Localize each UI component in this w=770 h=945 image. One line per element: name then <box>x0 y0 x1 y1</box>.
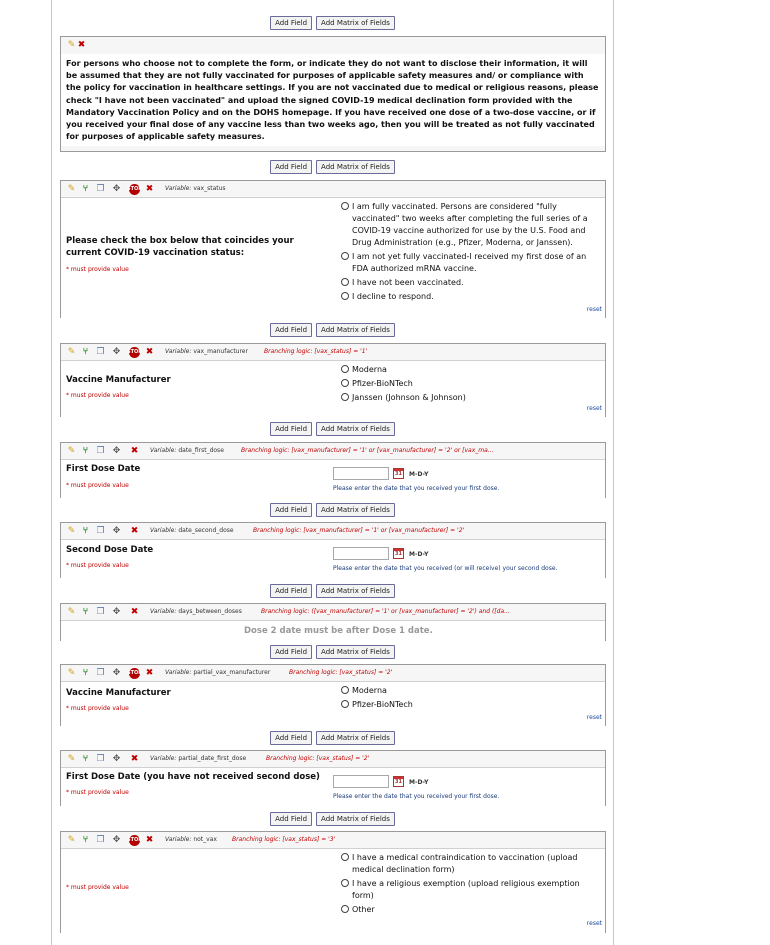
descriptive-field-block <box>60 36 606 152</box>
edit-pencil-icon[interactable]: ✎ <box>67 40 76 50</box>
date-format-label: M-D-Y <box>409 471 429 478</box>
calendar-icon[interactable]: 31 <box>393 776 404 787</box>
edit-pencil-icon[interactable]: ✎ <box>67 835 76 845</box>
field-block-vax-status <box>60 180 606 318</box>
radio-option[interactable]: I have not been vaccinated. <box>341 277 603 289</box>
delete-icon[interactable]: ✖ <box>130 607 139 617</box>
radio-group <box>341 852 603 918</box>
delete-icon[interactable]: ✖ <box>130 446 139 456</box>
calendar-icon[interactable]: 31 <box>393 468 404 479</box>
variable-name: Variable: vax_status <box>165 185 226 192</box>
required-note: * must provide value <box>66 884 129 891</box>
edit-pencil-icon[interactable]: ✎ <box>67 607 76 617</box>
add-matrix-button[interactable]: Add Matrix of Fields <box>316 731 395 745</box>
add-field-button[interactable]: Add Field <box>270 422 312 436</box>
branching-logic-icon[interactable]: ⑂ <box>82 446 89 456</box>
branching-logic-text: Branching logic: [vax_manufacturer] = '1' or [vax_manufacturer] = '2' <box>253 527 465 534</box>
field-label: Vaccine Manufacturer <box>66 375 171 385</box>
delete-icon[interactable]: ✖ <box>145 184 154 194</box>
radio-button[interactable] <box>341 393 349 401</box>
branching-logic-text: Branching logic: [vax_status] = '3' <box>232 836 336 843</box>
field-label: First Dose Date <box>66 464 141 474</box>
add-field-bar <box>52 160 613 174</box>
add-matrix-button[interactable]: Add Matrix of Fields <box>316 645 395 659</box>
reset-link[interactable]: reset <box>586 306 602 313</box>
field-label: Second Dose Date <box>66 545 154 555</box>
date-input[interactable] <box>333 547 389 560</box>
move-field-icon[interactable]: ✥ <box>112 607 121 617</box>
move-field-icon[interactable]: ✥ <box>112 526 121 536</box>
required-note: * must provide value <box>66 705 129 712</box>
branching-logic-icon[interactable]: ⑂ <box>82 347 89 357</box>
add-matrix-button[interactable]: Add Matrix of Fields <box>316 16 395 30</box>
delete-icon[interactable]: ✖ <box>145 668 154 678</box>
date-input[interactable] <box>333 775 389 788</box>
add-field-bar <box>52 812 613 826</box>
copy-field-icon[interactable]: ❐ <box>96 347 105 357</box>
delete-icon[interactable]: ✖ <box>130 754 139 764</box>
radio-button[interactable] <box>341 379 349 387</box>
radio-button[interactable] <box>341 879 349 887</box>
add-matrix-button[interactable]: Add Matrix of Fields <box>316 812 395 826</box>
branching-logic-text: Branching logic: [vax_status] = '2' <box>289 669 393 676</box>
add-matrix-button[interactable]: Add Matrix of Fields <box>316 160 395 174</box>
stop-action-icon[interactable]: STOP <box>129 347 140 358</box>
branching-logic-icon[interactable]: ⑂ <box>82 754 89 764</box>
move-field-icon[interactable]: ✥ <box>112 668 121 678</box>
delete-icon[interactable]: ✖ <box>77 40 86 50</box>
add-field-bar <box>52 16 613 30</box>
add-field-button[interactable]: Add Field <box>270 645 312 659</box>
move-field-icon[interactable]: ✥ <box>112 347 121 357</box>
radio-option[interactable]: I am fully vaccinated. Persons are considered "fully vaccinated" two weeks after completing the full series of a COVID-19 vaccine authorized for use by the U.S. Food and Drug Administration (e.g., Pfizer, Moderna, or Janssen). <box>341 201 603 249</box>
reset-link[interactable]: reset <box>586 405 602 412</box>
copy-field-icon[interactable]: ❐ <box>96 668 105 678</box>
copy-field-icon[interactable]: ❐ <box>96 526 105 536</box>
add-field-bar <box>52 731 613 745</box>
variable-name: Variable: not_vax <box>165 836 217 843</box>
variable-name: Variable: days_between_doses <box>150 608 242 615</box>
edit-pencil-icon[interactable]: ✎ <box>67 347 76 357</box>
add-field-button[interactable]: Add Field <box>270 812 312 826</box>
radio-option[interactable]: I have a religious exemption (upload religious exemption form) <box>341 878 603 902</box>
add-matrix-button[interactable]: Add Matrix of Fields <box>316 584 395 598</box>
calendar-icon[interactable]: 31 <box>393 548 404 559</box>
stop-action-icon[interactable]: STOP <box>129 668 140 679</box>
add-matrix-button[interactable]: Add Matrix of Fields <box>316 422 395 436</box>
required-note: * must provide value <box>66 562 129 569</box>
radio-group <box>341 201 603 305</box>
radio-option[interactable]: Pfizer-BioNTech <box>341 699 603 711</box>
branching-logic-text: Branching logic: ([vax_manufacturer] = '1' or [vax_manufacturer] = '2') and ([da... <box>261 608 510 615</box>
radio-button[interactable] <box>341 905 349 913</box>
radio-option[interactable]: Other <box>341 904 603 916</box>
required-note: * must provide value <box>66 482 129 489</box>
form-designer-page <box>51 0 614 945</box>
descriptive-text: For persons who choose not to complete the form, or indicate they do not want to disclose their information, it will be assumed that they are not fully vaccinated for purposes of applicable safety measures and/ or compliance with the policy for vaccination in healthcare settings. If you are not vaccinated due to medical or religious reasons, please check "I have not been vaccinated" and upload the signed COVID-19 medical declination form provided with the Mandatory Vaccination Policy and on the DOHS homepage. If you have received one dose of a two-dose vaccine, or if you received your final dose of any vaccine less than two weeks ago, then you will be treated as not fully vaccinated for purposes of applicable safety measures. <box>61 54 605 146</box>
required-note: * must provide value <box>66 392 129 399</box>
field-block-vax-manufacturer <box>60 343 606 417</box>
copy-field-icon[interactable]: ❐ <box>96 835 105 845</box>
radio-button[interactable] <box>341 252 349 260</box>
add-field-bar <box>52 422 613 436</box>
move-field-icon[interactable]: ✥ <box>112 184 121 194</box>
reset-link[interactable]: reset <box>586 920 602 927</box>
branching-logic-text: Branching logic: [vax_manufacturer] = '1' or [vax_manufacturer] = '2' or [vax_ma... <box>241 447 494 454</box>
field-note: Please enter the date that you received your first dose. <box>333 485 500 492</box>
variable-name: Variable: vax_manufacturer <box>165 348 248 355</box>
branching-logic-icon[interactable]: ⑂ <box>82 835 89 845</box>
edit-pencil-icon[interactable]: ✎ <box>67 754 76 764</box>
stop-action-icon[interactable]: STOP <box>129 184 140 195</box>
add-field-bar <box>52 323 613 337</box>
field-block-partial-vax-manufacturer <box>60 664 606 726</box>
radio-group <box>341 364 603 406</box>
add-field-button[interactable]: Add Field <box>270 16 312 30</box>
radio-option[interactable]: Moderna <box>341 685 603 697</box>
add-field-button[interactable]: Add Field <box>270 584 312 598</box>
radio-option[interactable]: Janssen (Johnson & Johnson) <box>341 392 603 404</box>
add-field-bar <box>52 503 613 517</box>
add-matrix-button[interactable]: Add Matrix of Fields <box>316 323 395 337</box>
radio-option[interactable]: Pfizer-BioNTech <box>341 378 603 390</box>
add-matrix-button[interactable]: Add Matrix of Fields <box>316 503 395 517</box>
field-block-date-second-dose <box>60 522 606 578</box>
calculated-message: Dose 2 date must be after Dose 1 date. <box>244 626 433 636</box>
reset-link[interactable]: reset <box>586 714 602 721</box>
move-field-icon[interactable]: ✥ <box>112 446 121 456</box>
radio-option[interactable]: Moderna <box>341 364 603 376</box>
field-block-not-vax <box>60 831 606 933</box>
radio-button[interactable] <box>341 278 349 286</box>
move-field-icon[interactable]: ✥ <box>112 754 121 764</box>
date-input[interactable] <box>333 467 389 480</box>
required-note: * must provide value <box>66 266 129 273</box>
delete-icon[interactable]: ✖ <box>145 835 154 845</box>
delete-icon[interactable]: ✖ <box>145 347 154 357</box>
radio-button[interactable] <box>341 853 349 861</box>
radio-button[interactable] <box>341 365 349 373</box>
radio-button[interactable] <box>341 202 349 210</box>
edit-pencil-icon[interactable]: ✎ <box>67 668 76 678</box>
field-block-days-between-doses <box>60 603 606 641</box>
field-note: Please enter the date that you received your first dose. <box>333 793 500 800</box>
add-field-button[interactable]: Add Field <box>270 731 312 745</box>
copy-field-icon[interactable]: ❐ <box>96 446 105 456</box>
branching-logic-text: Branching logic: [vax_status] = '2' <box>266 755 370 762</box>
field-label: Please check the box below that coincides your current COVID-19 vaccination status: <box>66 236 294 258</box>
radio-button[interactable] <box>341 700 349 708</box>
radio-group <box>341 685 603 713</box>
field-label: Vaccine Manufacturer <box>66 688 171 698</box>
variable-name: Variable: date_first_dose <box>150 447 224 454</box>
add-field-button[interactable]: Add Field <box>270 160 312 174</box>
field-label: First Dose Date (you have not received second dose) <box>66 772 320 782</box>
delete-icon[interactable]: ✖ <box>130 526 139 536</box>
radio-option[interactable]: I have a medical contraindication to vaccination (upload medical declination form) <box>341 852 603 876</box>
add-field-button[interactable]: Add Field <box>270 503 312 517</box>
move-field-icon[interactable]: ✥ <box>112 835 121 845</box>
edit-pencil-icon[interactable]: ✎ <box>67 526 76 536</box>
copy-field-icon[interactable]: ❐ <box>96 607 105 617</box>
add-field-bar <box>52 645 613 659</box>
field-block-date-first-dose <box>60 442 606 498</box>
date-format-label: M-D-Y <box>409 551 429 558</box>
stop-action-icon[interactable]: STOP <box>129 835 140 846</box>
radio-option[interactable]: I decline to respond. <box>341 291 603 303</box>
copy-field-icon[interactable]: ❐ <box>96 184 105 194</box>
branching-logic-icon[interactable]: ⑂ <box>82 526 89 536</box>
radio-option[interactable]: I am not yet fully vaccinated-I received my first dose of an FDA authorized mRNA vaccine. <box>341 251 603 275</box>
edit-pencil-icon[interactable]: ✎ <box>67 446 76 456</box>
add-field-bar <box>52 584 613 598</box>
branching-logic-text: Branching logic: [vax_status] = '1' <box>264 348 368 355</box>
copy-field-icon[interactable]: ❐ <box>96 754 105 764</box>
edit-pencil-icon[interactable]: ✎ <box>67 184 76 194</box>
add-field-button[interactable]: Add Field <box>270 323 312 337</box>
field-block-partial-date-first-dose <box>60 750 606 806</box>
variable-name: Variable: partial_vax_manufacturer <box>165 669 271 676</box>
variable-name: Variable: partial_date_first_dose <box>150 755 247 762</box>
date-format-label: M-D-Y <box>409 779 429 786</box>
field-note: Please enter the date that you received (or will receive) your second dose. <box>333 565 558 572</box>
radio-button[interactable] <box>341 686 349 694</box>
radio-button[interactable] <box>341 292 349 300</box>
variable-name: Variable: date_second_dose <box>150 527 234 534</box>
branching-logic-icon[interactable]: ⑂ <box>82 607 89 617</box>
required-note: * must provide value <box>66 789 129 796</box>
branching-logic-icon[interactable]: ⑂ <box>82 668 89 678</box>
branching-logic-icon[interactable]: ⑂ <box>82 184 89 194</box>
